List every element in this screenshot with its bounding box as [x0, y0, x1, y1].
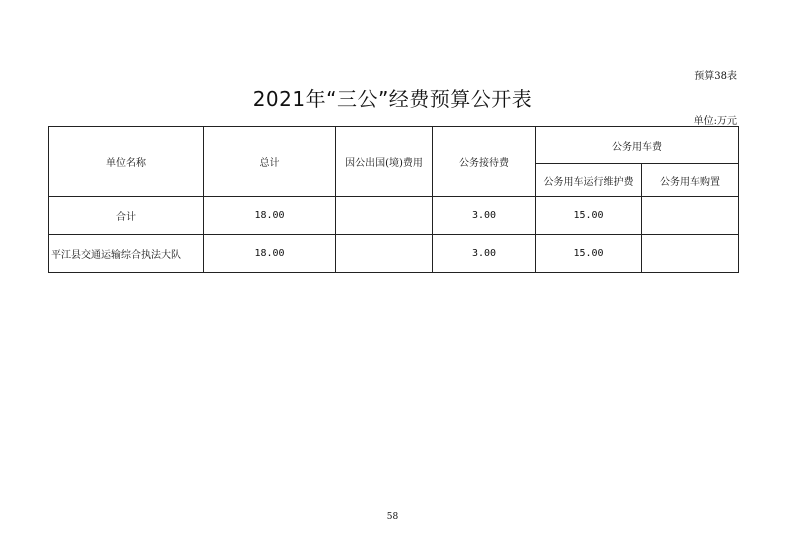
- row-reception: 3.00: [433, 197, 536, 235]
- row-name: 平江县交通运输综合执法大队: [49, 235, 204, 273]
- table-row: [49, 235, 739, 273]
- budget-table: [48, 126, 739, 273]
- row-maintenance: 15.00: [536, 197, 642, 235]
- row-total: 18.00: [204, 197, 336, 235]
- page-title: 2021年“三公”经费预算公开表: [252, 87, 533, 111]
- header-vehicle-purchase: 公务用车购置: [642, 164, 739, 197]
- row-purchase: [642, 197, 739, 235]
- header-vehicle: 公务用车费: [536, 127, 739, 164]
- header-total: 总计: [204, 127, 336, 197]
- header-row-1: [49, 127, 739, 164]
- table-row: [49, 197, 739, 235]
- page-number: 58: [386, 512, 399, 522]
- table-number-label: 预算38表: [694, 71, 737, 82]
- row-maintenance: 15.00: [536, 235, 642, 273]
- row-purchase: [642, 235, 739, 273]
- row-name: 合计: [49, 197, 204, 235]
- row-reception: 3.00: [433, 235, 536, 273]
- unit-label: 单位:万元: [693, 116, 737, 127]
- row-abroad: [336, 235, 433, 273]
- header-abroad: 因公出国(境)费用: [336, 127, 433, 197]
- row-total: 18.00: [204, 235, 336, 273]
- header-unit-name: 单位名称: [49, 127, 204, 197]
- header-vehicle-maintenance: 公务用车运行维护费: [536, 164, 642, 197]
- header-reception: 公务接待费: [433, 127, 536, 197]
- row-abroad: [336, 197, 433, 235]
